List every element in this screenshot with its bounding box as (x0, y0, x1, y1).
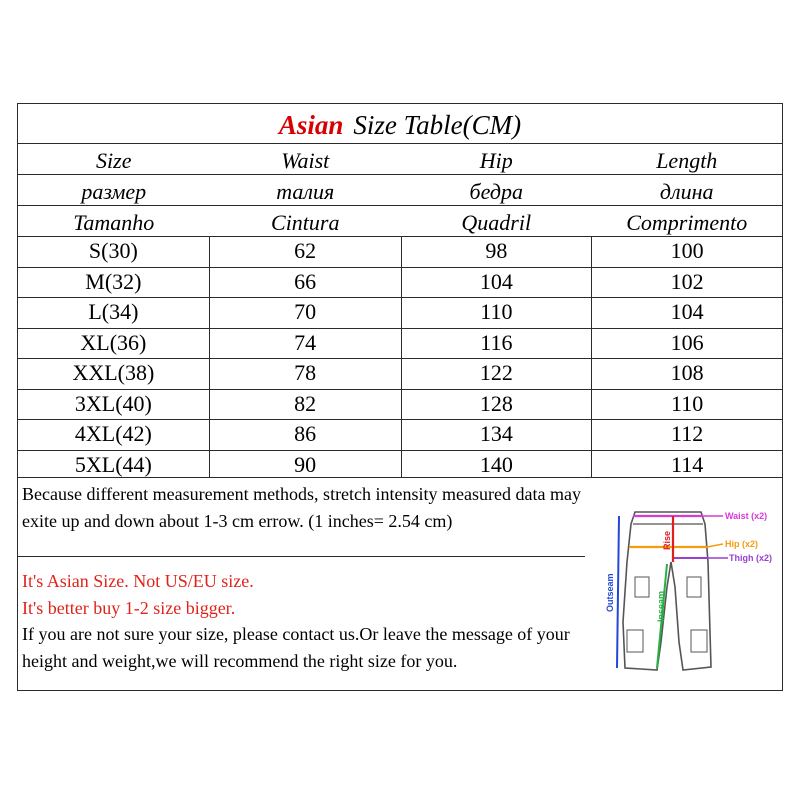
table-row (18, 298, 782, 329)
waist-cell: 86 (209, 420, 401, 450)
thigh-label: Thigh (x2) (729, 553, 772, 563)
size-cell: S(30) (88, 238, 138, 263)
table-row (18, 329, 782, 360)
size-cell: 4XL(42) (74, 421, 152, 446)
table-row (18, 420, 782, 451)
header-cell: талия (276, 179, 335, 204)
header-cell: Length (656, 148, 718, 173)
contact-message: If you are not sure your size, please contact us.Or leave the message of your height and weight,we will recommend the right size for you. (22, 624, 570, 671)
size-cell: L(34) (88, 299, 139, 324)
notes-section (18, 568, 597, 674)
length-cell: 110 (591, 390, 782, 420)
header-cell: размер (81, 179, 147, 204)
waist-cell: 70 (209, 298, 401, 328)
table-row (18, 390, 782, 421)
waist-cell: 62 (209, 237, 401, 267)
length-cell: 112 (591, 420, 782, 450)
header-cell: длина (659, 179, 714, 204)
outseam-measure-line (617, 516, 619, 668)
size-cell: XXL(38) (72, 360, 155, 385)
header-cell: Hip (479, 148, 513, 173)
rise-label: Rise (662, 530, 672, 550)
size-cell: 5XL(44) (74, 451, 152, 477)
header-row-russian (18, 175, 782, 206)
size-cell: 3XL(40) (74, 390, 152, 416)
header-cell: Cintura (271, 210, 340, 235)
waist-cell: 74 (209, 329, 401, 359)
waist-cell: 82 (209, 390, 401, 420)
length-cell: 100 (591, 237, 782, 267)
table-row (18, 451, 782, 478)
table-row (18, 268, 782, 299)
pants-measurement-diagram (583, 492, 778, 682)
table-title (18, 104, 782, 144)
inseam-label: Inseam (656, 590, 666, 622)
header-cell: Comprimento (626, 210, 748, 235)
table-row (18, 237, 782, 268)
hip-cell: 122 (401, 359, 592, 389)
measurement-note: Because different measurement methods, stretch intensity measured data may exite up and down about 1-3 cm errow. (1 inches= 2.54 cm) (18, 477, 585, 557)
header-cell: Quadril (461, 210, 532, 235)
size-cell: M(32) (85, 268, 142, 294)
waist-cell: 90 (209, 451, 401, 477)
length-cell: 102 (591, 268, 782, 298)
header-cell: Size (96, 148, 132, 173)
table-row (18, 359, 782, 390)
header-row-english (18, 144, 782, 175)
buy-bigger-warning: It's better buy 1-2 size bigger. (22, 597, 236, 618)
header-cell: бедра (469, 179, 523, 204)
hip-leader-line (707, 544, 723, 547)
size-table (17, 103, 783, 691)
title-accent: Asian (278, 110, 344, 140)
outseam-label: Outseam (605, 573, 615, 612)
length-cell: 108 (591, 359, 782, 389)
hip-cell: 116 (401, 329, 592, 359)
hip-cell: 128 (401, 390, 592, 420)
length-cell: 114 (591, 451, 782, 477)
title-text: Size Table(CM) (353, 110, 522, 140)
size-cell: XL(36) (80, 329, 147, 355)
waist-cell: 78 (209, 359, 401, 389)
hip-label: Hip (x2) (725, 539, 759, 549)
hip-cell: 134 (401, 420, 592, 450)
hip-cell: 140 (401, 451, 592, 477)
hip-cell: 98 (401, 237, 592, 267)
hip-cell: 110 (401, 298, 592, 328)
length-cell: 106 (591, 329, 782, 359)
waist-label: Waist (x2) (725, 511, 768, 521)
waist-cell: 66 (209, 268, 401, 298)
header-row-portuguese (18, 206, 782, 237)
asian-size-warning: It's Asian Size. Not US/EU size. (22, 571, 254, 591)
header-cell: Waist (281, 148, 330, 173)
header-cell: Tamanho (73, 210, 155, 235)
length-cell: 104 (591, 298, 782, 328)
hip-cell: 104 (401, 268, 592, 298)
